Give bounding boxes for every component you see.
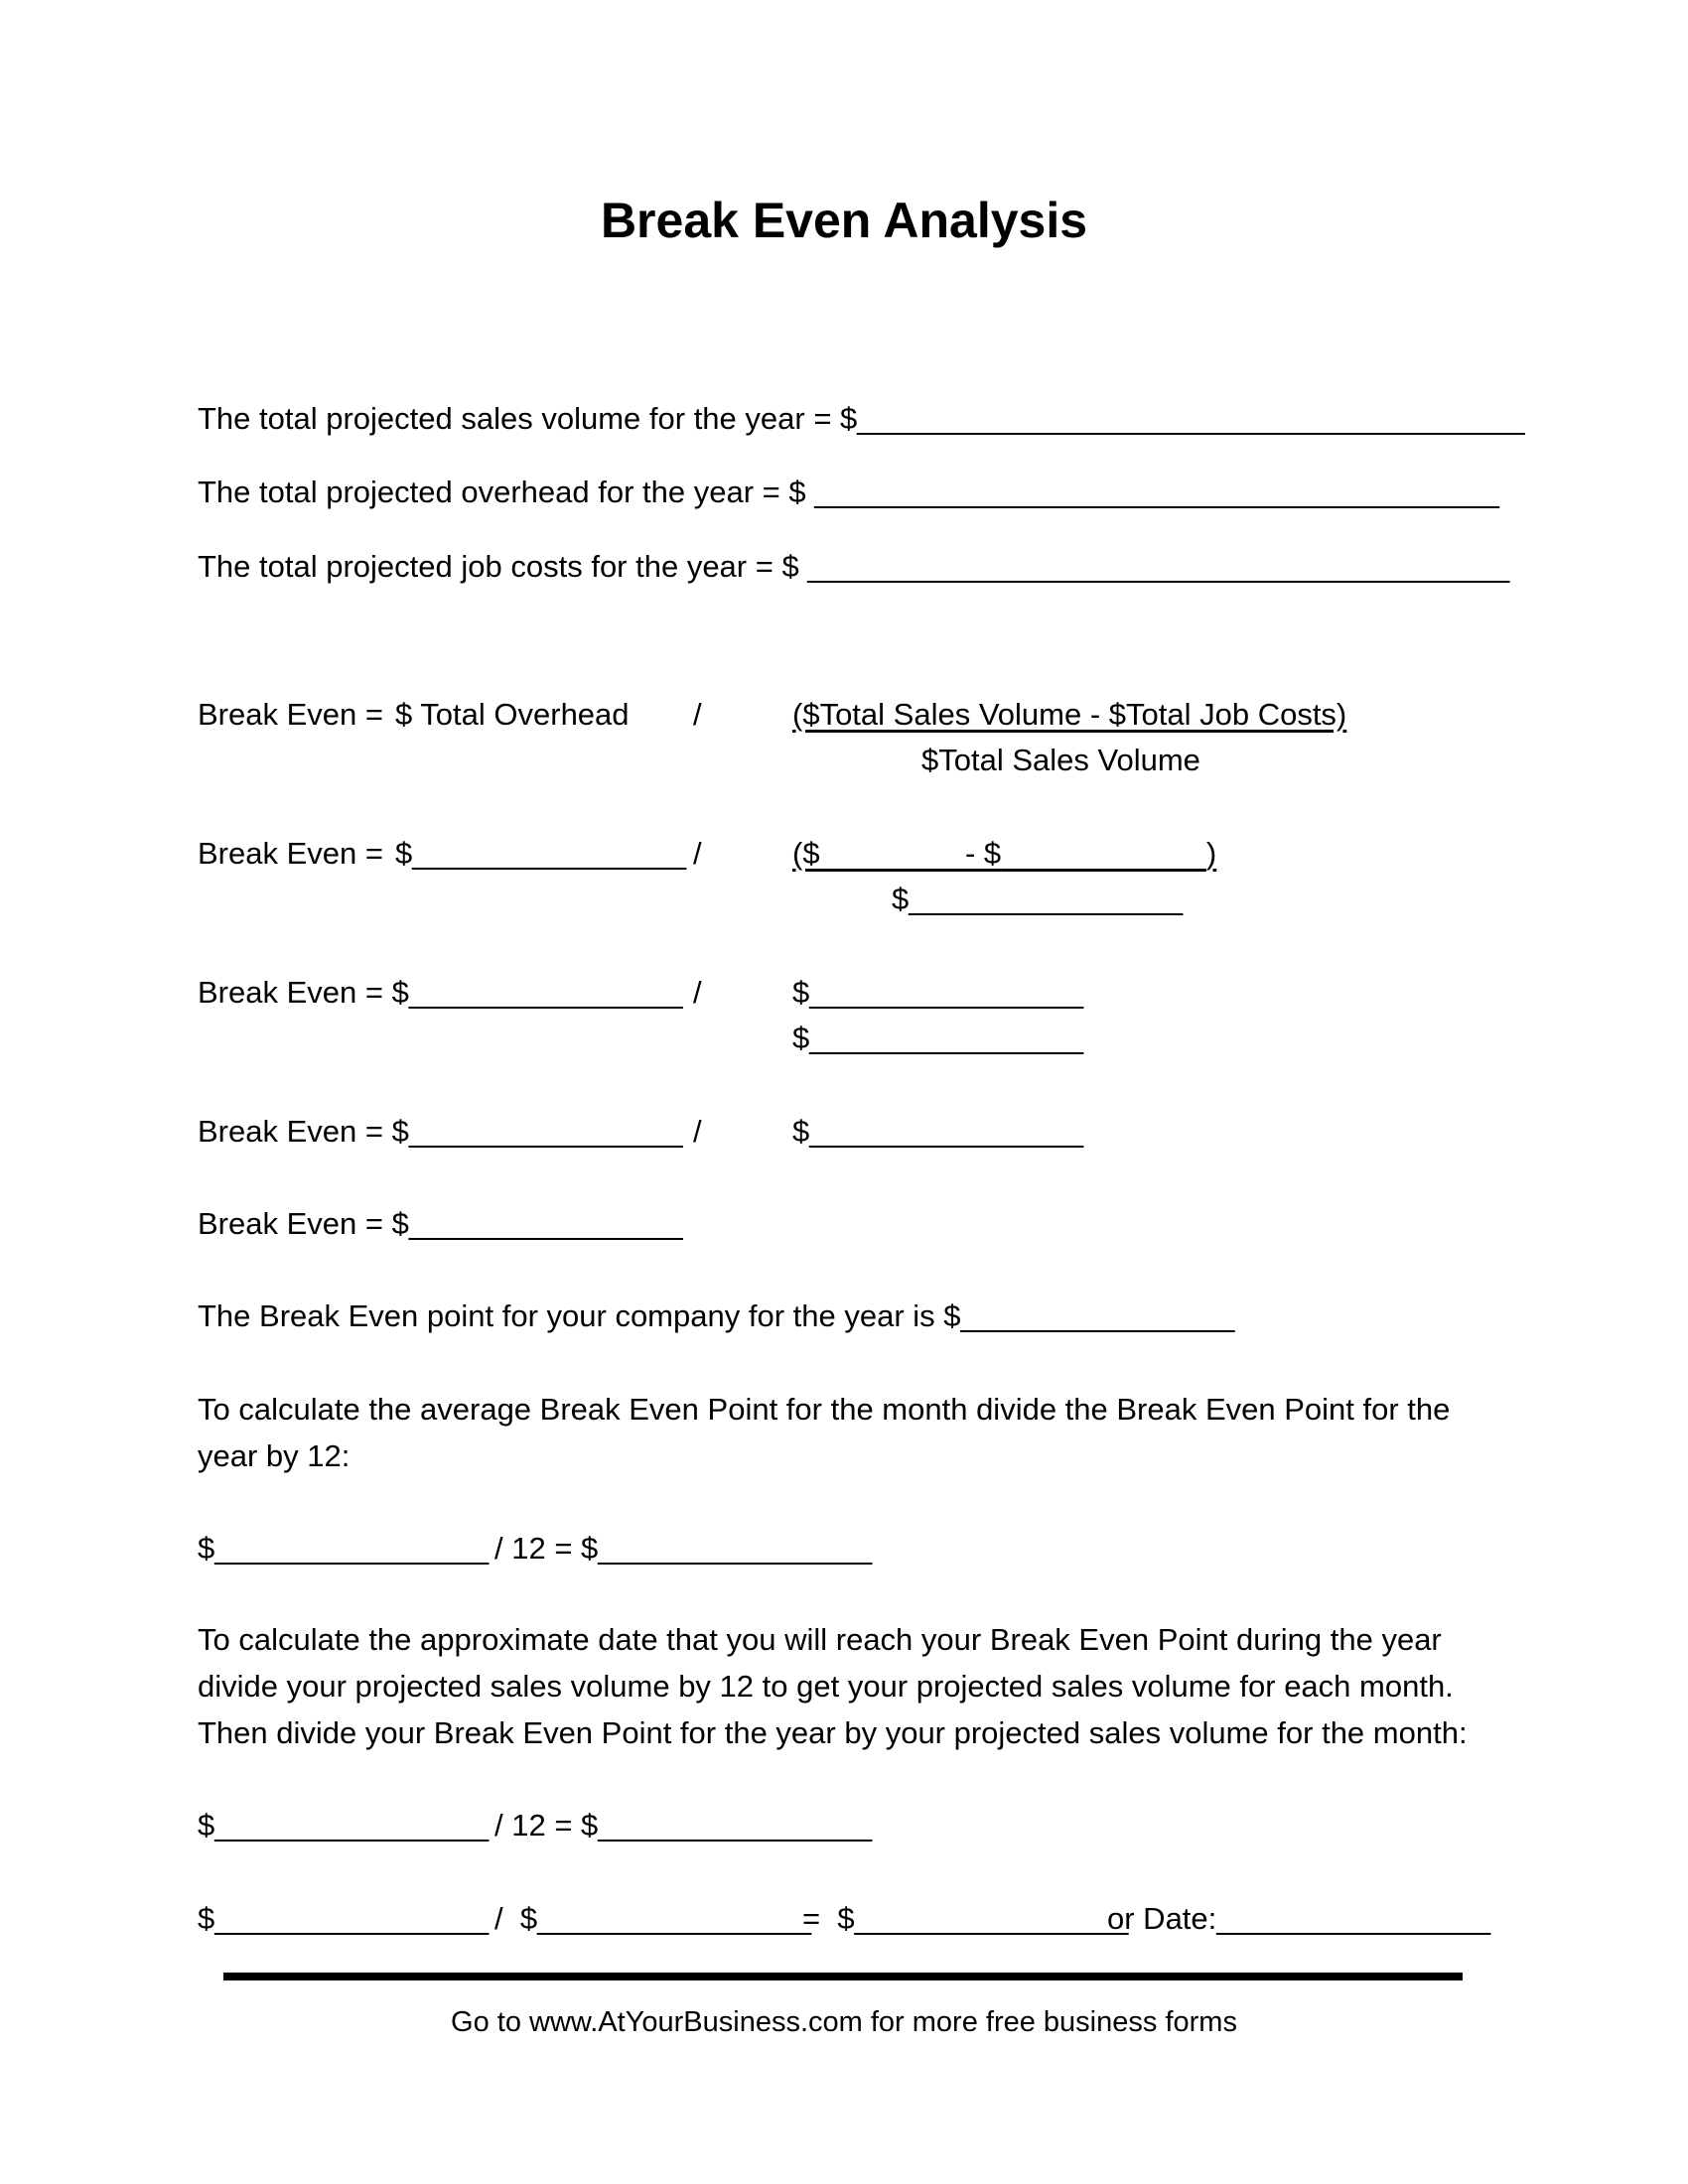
projected-sales-line[interactable]: The total projected sales volume for the year = $_______________________________________: [198, 401, 1525, 436]
footer-text: Go to www.AtYourBusiness.com for more free business forms: [451, 2006, 1237, 2038]
date-line2-divisor-field[interactable]: / $________________: [494, 1901, 811, 1936]
formula-denominator: $Total Sales Volume: [921, 743, 1200, 777]
step4-divide: /: [693, 1114, 702, 1149]
break-even-point-line[interactable]: The Break Even point for your company for the year is $________________: [198, 1298, 1235, 1333]
step2-numerator-gap-2: [1001, 836, 1206, 871]
step2-numerator-gap-1: [820, 836, 965, 871]
step2-overhead-field[interactable]: $________________: [395, 836, 687, 871]
date-line1-result-field[interactable]: / 12 = $________________: [494, 1808, 873, 1843]
step2-numerator[interactable]: [792, 834, 1216, 874]
date-instruction: To calculate the approximate date that you will reach your Break Even Point during the year divide your projected sales volume by 12 to get your projected sales volume for each month. Then divide your Break Even Point for the year by your projected sales volume for the month:: [198, 1622, 1468, 1750]
step3-denominator-field[interactable]: $________________: [792, 1021, 1084, 1055]
formula-numerator: ($Total Sales Volume - $Total Job Costs): [792, 697, 1347, 732]
step2-numerator-mid: - $: [965, 836, 1002, 871]
formula-divide: /: [693, 697, 702, 732]
monthly-input-field[interactable]: $________________: [198, 1531, 490, 1566]
step2-numerator-open: ($: [792, 836, 820, 871]
step2-denominator-field[interactable]: $________________: [892, 882, 1184, 916]
step4-left[interactable]: Break Even = $________________: [198, 1114, 683, 1149]
step3-numerator-field[interactable]: $________________: [792, 975, 1084, 1010]
step5-line[interactable]: Break Even = $________________: [198, 1206, 683, 1241]
footer-rule: [223, 1973, 1463, 1980]
formula-overhead: $ Total Overhead: [395, 697, 630, 732]
step4-value-field[interactable]: $________________: [792, 1114, 1084, 1149]
step3-divide: /: [693, 975, 702, 1010]
page-title: Break Even Analysis: [600, 193, 1088, 248]
monthly-result-field[interactable]: / 12 = $________________: [494, 1531, 873, 1566]
step3-left[interactable]: Break Even = $________________: [198, 975, 683, 1010]
date-line2-result-field[interactable]: = $________________: [802, 1901, 1129, 1936]
step2-label: Break Even =: [198, 836, 383, 871]
step2-numerator-close: ): [1205, 836, 1217, 871]
monthly-instruction: To calculate the average Break Even Point for the month divide the Break Even Point for the year by 12:: [198, 1392, 1451, 1473]
date-line2-a-field[interactable]: $________________: [198, 1901, 490, 1936]
formula-label: Break Even =: [198, 697, 383, 732]
date-line1-input-field[interactable]: $________________: [198, 1808, 490, 1843]
projected-overhead-line[interactable]: The total projected overhead for the year = $ ________________________________________: [198, 475, 1499, 509]
date-line2-date-field[interactable]: or Date:________________: [1107, 1901, 1491, 1936]
projected-job-costs-line[interactable]: The total projected job costs for the year = $ _________________________________________: [198, 549, 1510, 584]
step2-divide: /: [693, 836, 702, 871]
